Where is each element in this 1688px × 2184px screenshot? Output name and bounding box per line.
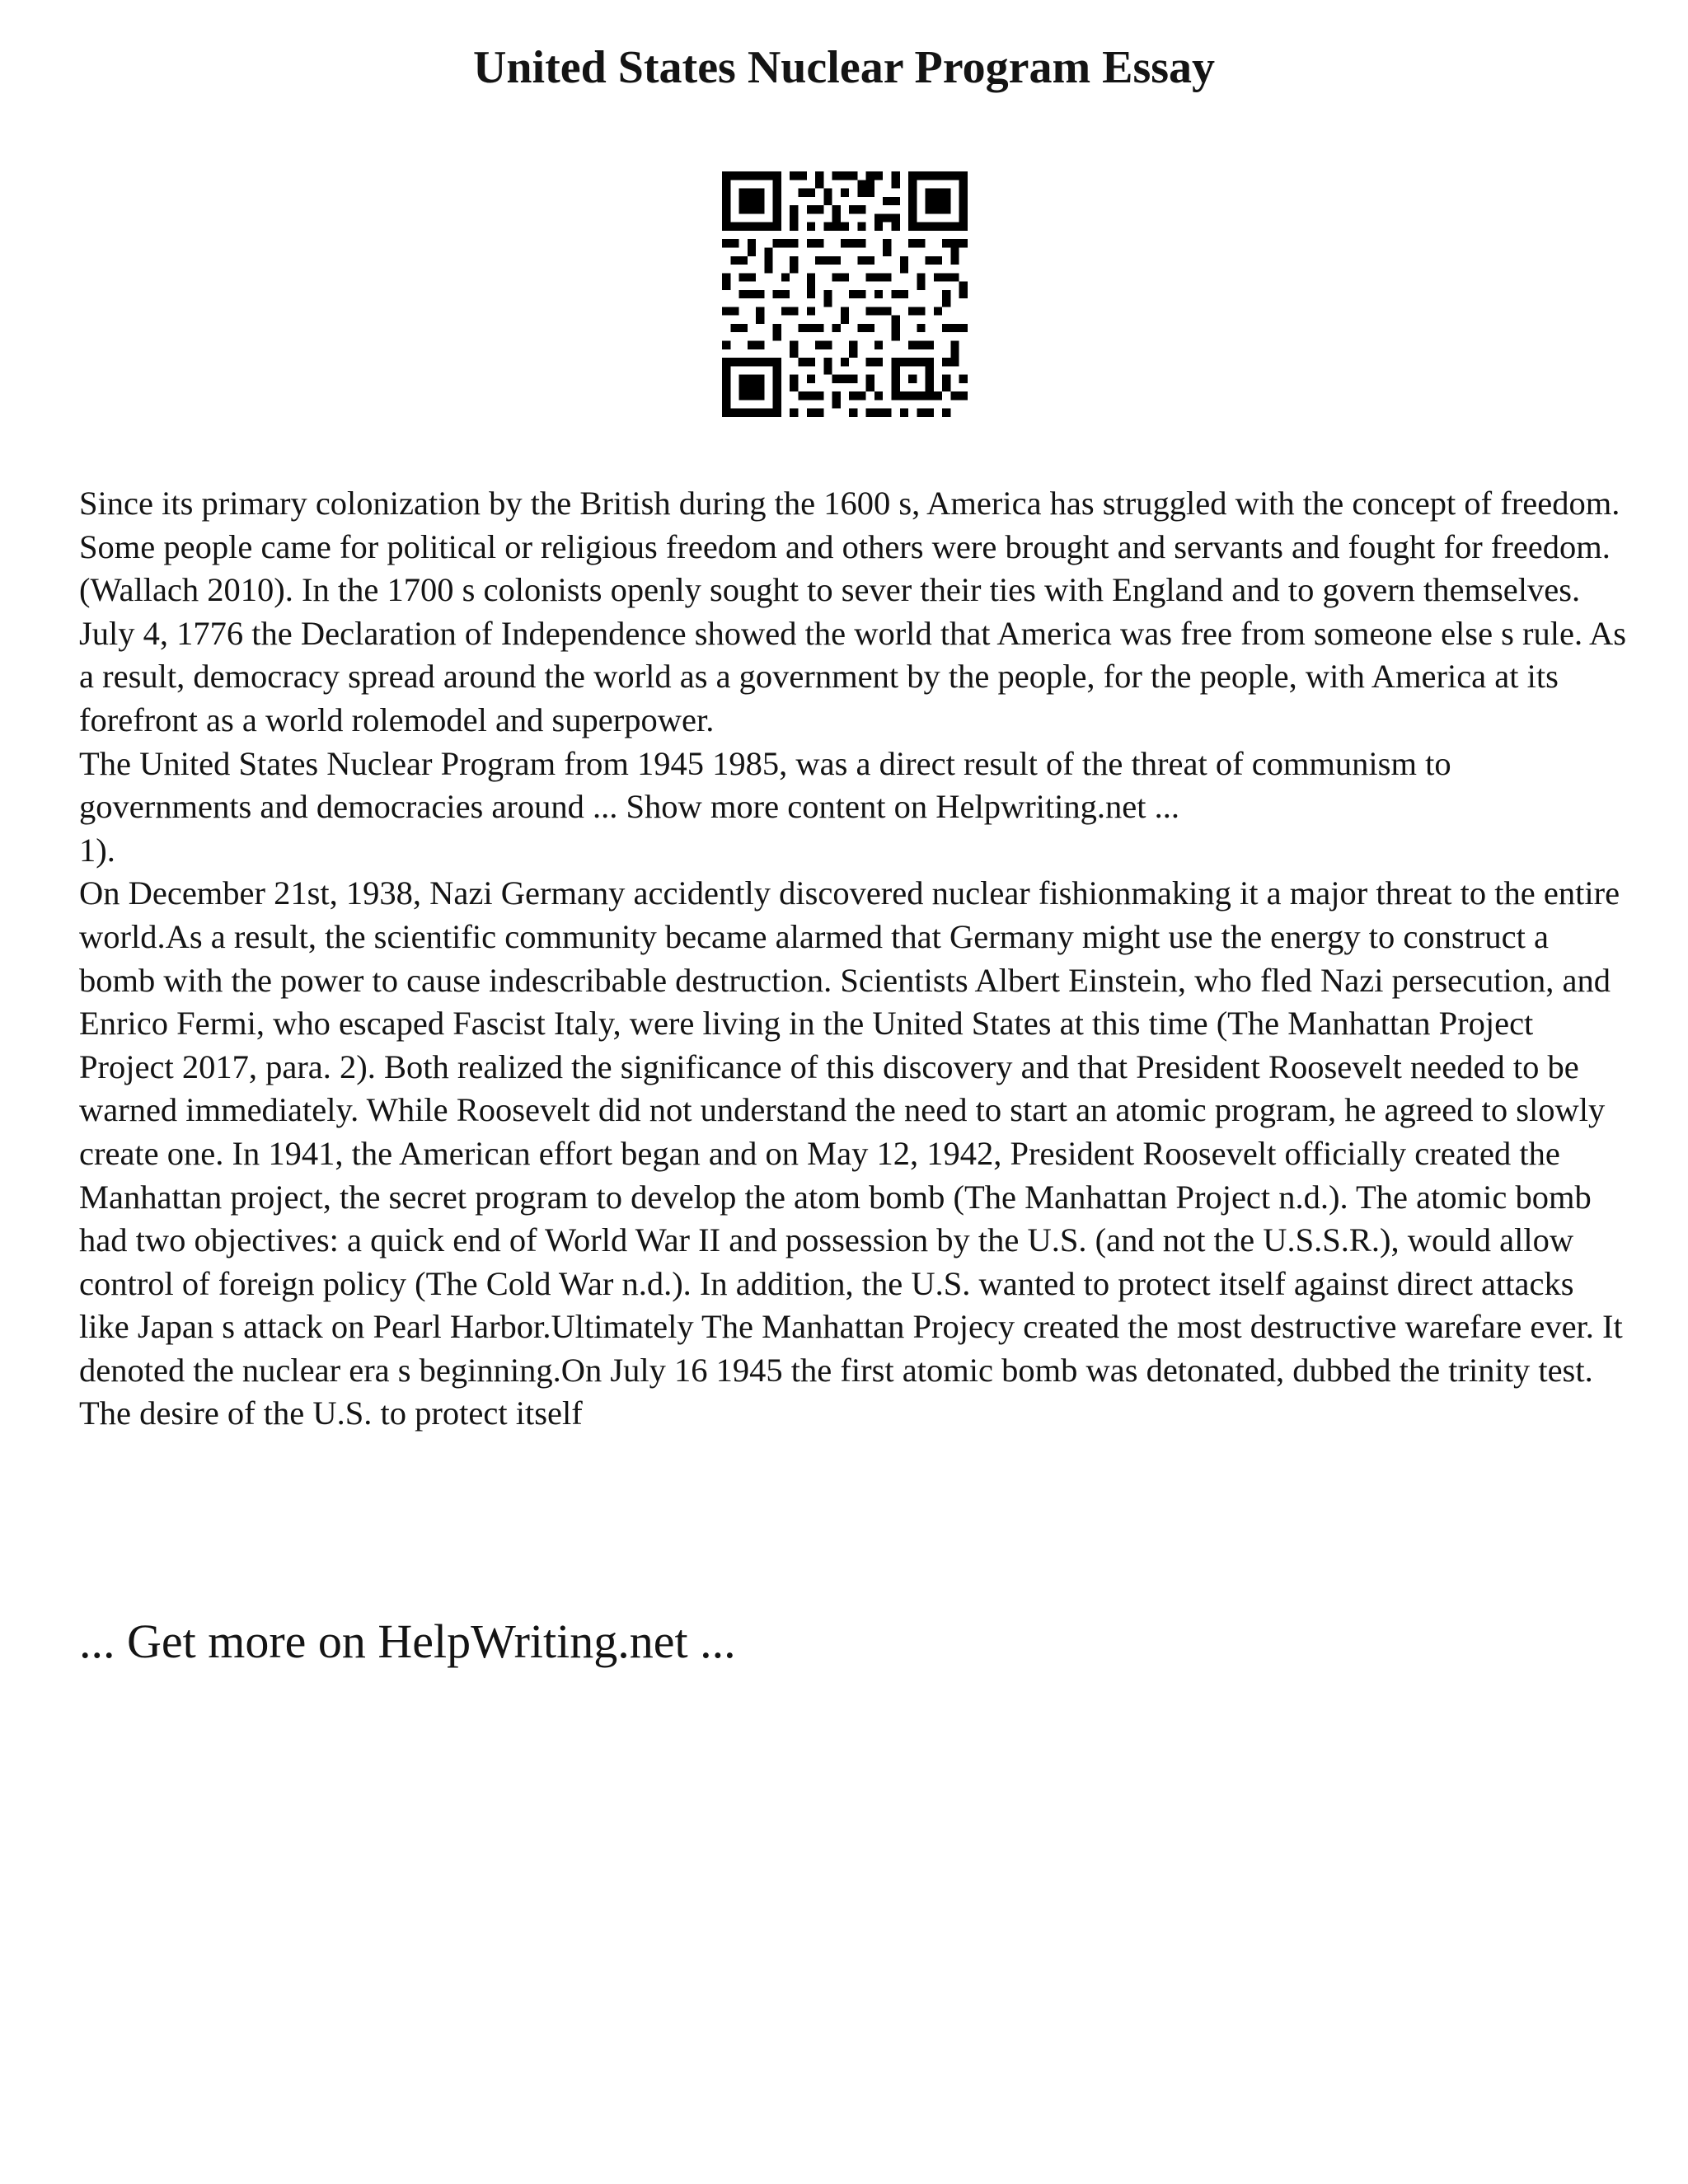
paragraph-fragment: 1). [79, 831, 115, 869]
paragraph-manhattan-project: On December 21st, 1938, Nazi Germany accidently discovered nuclear fishionmaking it a major threat to the entire world.As a result, the scientific community became alarmed that Germany might use the energy to construct a bomb with the power to cause indescribable destruction. Scientists Albert Einstein, who fled Nazi persecution, and Enrico Fermi, who escaped Fascist Italy, were living in the United States at this time (The Manhattan Project Project 2017, para. 2). Both realized the significance of this discovery and that President Roosevelt needed to be warned immediately. While Roosevelt did not understand the need to start an atomic program, he agreed to slowly create one. In 1941, the American effort began and on May 12, 1942, President Roosevelt officially created the Manhattan project, the secret program to develop the atom bomb (The Manhattan Project n.d.). The atomic bomb had two objectives: a quick end of World War II and possession by the U.S. (and not the U.S.S.R.), would allow control of foreign policy (The Cold War n.d.). In addition, the U.S. wanted to protect itself against direct attacks like Japan s attack on Pearl Harbor.Ultimately The Manhattan Projecy created the most destructive warefare ever. It denoted the nuclear era s beginning.On July 16 1945 the first atomic bomb was detonated, dubbed the trinity test. [79, 874, 1623, 1389]
document-title: United States Nuclear Program Essay [472, 42, 1216, 93]
paragraph-nuclear-program: The United States Nuclear Program from 1945 1985, was a direct result of the threat of communism to governments and democracies around ... Show more content on Helpwriting.net ... [79, 744, 1451, 826]
paragraph-closing: The desire of the U.S. to protect itself [79, 1394, 583, 1432]
essay-body [79, 482, 1629, 1436]
paragraph-intro: Since its primary colonization by the British during the 1600 s, America has struggled with the concept of freedom. Some people came for political or religious freedom and others were brought and servants and fought for freedom. (Wallach 2010). In the 1700 s colonists openly sought to sever their ties with England and to govern themselves. July 4, 1776 the Declaration of Independence showed the world that America was free from someone else s rule. As a result, democracy spread around the world as a government by the people, for the people, with America at its forefront as a world rolemodel and superpower. [79, 485, 1627, 738]
get-more-link[interactable]: ... Get more on HelpWriting.net ... [79, 1615, 736, 1668]
qr-code-icon [722, 171, 968, 417]
